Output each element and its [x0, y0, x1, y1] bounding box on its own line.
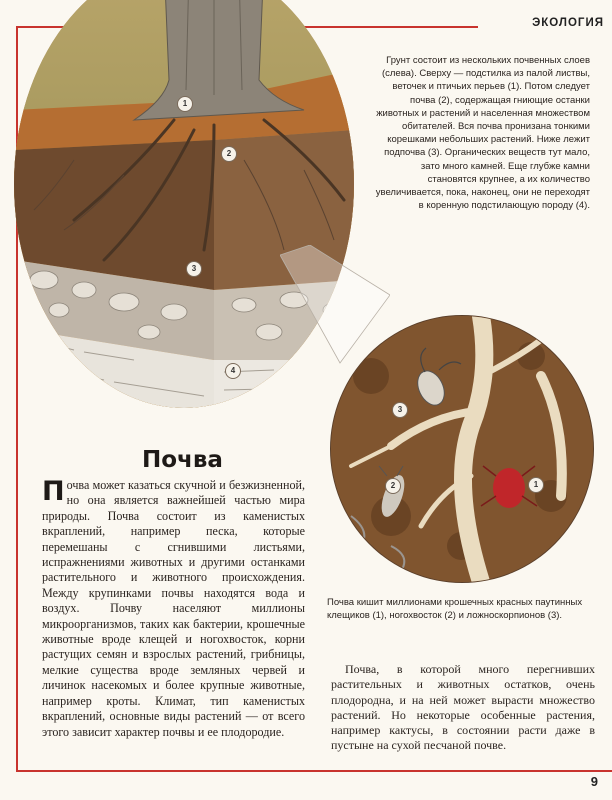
drop-cap: П — [42, 476, 65, 507]
article-title: Почва — [142, 447, 223, 473]
soil-layers-caption: Грунт состоит из нескольких почвенных слоев (слева). Сверху — подстилка из палой листвы, веточек и птичьих перьев (1). Потом следует почва (2), содержащая гниющие останки животных и растений и населенная множеством обитателей. Вся почва пронизана тонкими корешками небольших растений. Ниже лежит подпочва (3). Органических веществ тут мало, зато много камней. Еще глубже камни становятся крупнее, а их количество увеличивается, пока, наконец, они не переходят в коренную подстилающую породу (4). — [375, 55, 590, 212]
creature-marker-2: 2 — [385, 478, 401, 494]
article-body-text: очва может казаться скучной и безжизненной, но она является важнейшей частью мира природы. Почва состоит из каменистых вкраплений, например песка, которые перемешаны с сгнившими листьями, испражнениями животных и другими останками растительного и животного происхождения. Между крупинками почвы находятся вода и воздух. Почву населяют миллионы микроорганизмов, таких как бактерии, крошечные животные вроде клещей и ногохвосток, корни растущих семян и взрослых растений, грибницы, мелкие существа вроде земляных червей и личинок насекомых и более крупные животные, например кроты. Климат, тип каменистых вкраплений, основные виды растений — от всего этого зависит характер почвы и ее плодородие. — [42, 478, 305, 739]
soil-marker-2: 2 — [221, 146, 237, 162]
zoom-callout-lines — [280, 245, 390, 365]
fertility-caption: Почва, в которой много перегнивших растительных и животных остатков, очень плодородна, и на ней может вырасти множество растений. Но некоторые особенные растения, например кактусы, в состоянии расти даже в пустыне на сухой песчаной почве. — [331, 662, 595, 753]
creature-marker-3: 3 — [392, 402, 408, 418]
article-body — [42, 478, 305, 740]
soil-marker-4: 4 — [225, 363, 241, 379]
soil-marker-1: 1 — [177, 96, 193, 112]
soil-creatures-illustration — [330, 315, 594, 583]
soil-marker-3: 3 — [186, 261, 202, 277]
creature-marker-1: 1 — [528, 477, 544, 493]
section-title: ЭКОЛОГИЯ — [532, 17, 604, 29]
soil-creatures-caption: Почва кишит миллионами крошечных красных паутинных клещиков (1), ногохвосток (2) и ложноскорпионов (3). — [327, 597, 583, 621]
page-number: 9 — [590, 774, 598, 789]
page-frame-bottom — [16, 770, 612, 772]
